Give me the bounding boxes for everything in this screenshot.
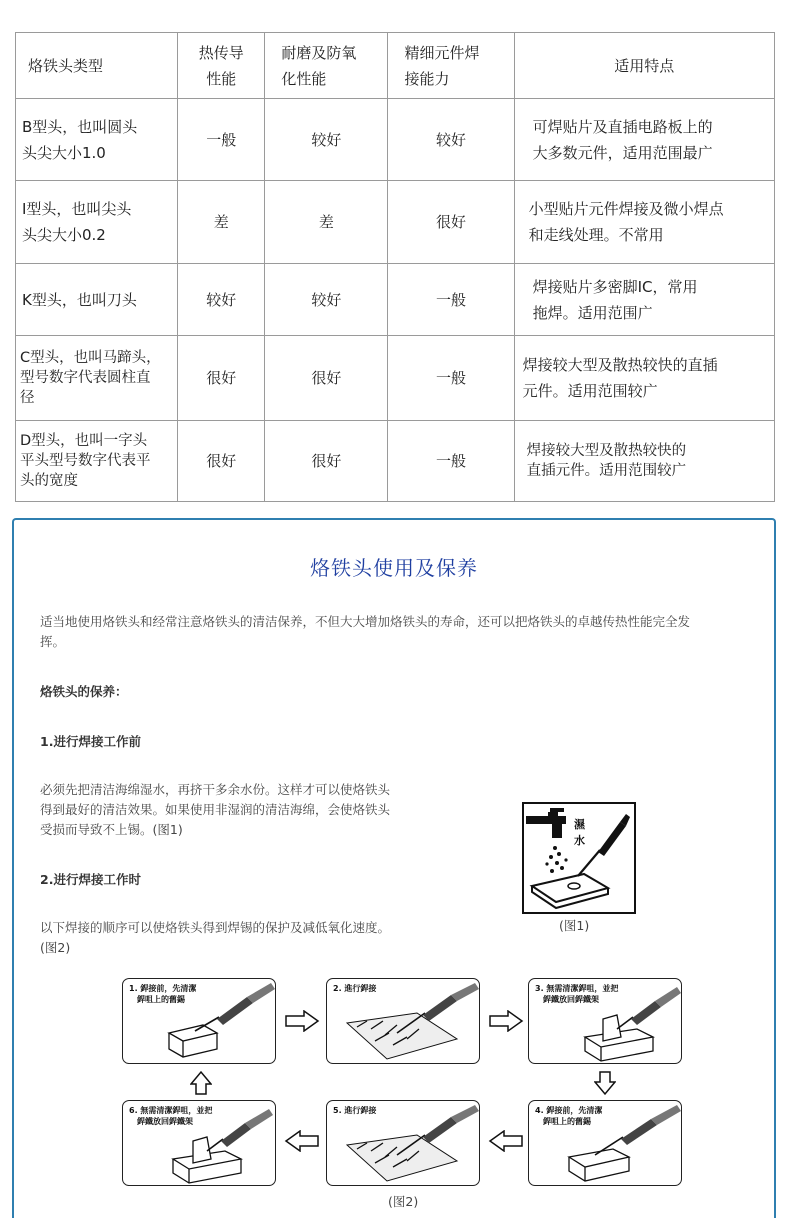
arrow-right-icon xyxy=(284,1010,320,1032)
header-tip-type: 烙铁头类型 xyxy=(16,33,178,99)
wear-cell: 较好 xyxy=(265,99,388,181)
section2-paragraph xyxy=(40,918,460,958)
step-3-box xyxy=(528,978,682,1064)
section1-line: 得到最好的清洁效果。如果使用非湿润的清洁海绵，会使烙铁头 xyxy=(40,802,391,817)
fine-cell: 一般 xyxy=(388,421,514,502)
feature-cell: 焊接较大型及散热较快的 直插元件。适用范围较广 xyxy=(514,421,774,502)
arrow-left-icon xyxy=(284,1130,320,1152)
tip-type-cell: K型头，也叫刀头 xyxy=(16,264,178,336)
tip-type-table-wrapper xyxy=(15,32,775,502)
intro-paragraph xyxy=(40,612,750,652)
step-3-label: 3. 無需清潔銲咀，並把 銲鐵放回銲鐵架 xyxy=(535,984,619,1004)
step-4-box xyxy=(528,1100,682,1186)
heat-cell: 很好 xyxy=(178,336,265,421)
section1-heading: 1.进行焊接工作前 xyxy=(40,734,141,749)
feature-cell: 可焊贴片及直插电路板上的 大多数元件，适用范围最广 xyxy=(514,99,774,181)
wear-cell: 很好 xyxy=(265,336,388,421)
maintenance-guide-panel xyxy=(12,518,776,1218)
step-5-label: 5. 進行銲接 xyxy=(333,1106,377,1115)
section2-heading: 2.进行焊接工作时 xyxy=(40,872,141,887)
figure2-caption: (图2) xyxy=(388,1194,419,1209)
tip-type-cell: C型头，也叫马蹄头， 型号数字代表圆柱直 径 xyxy=(16,336,178,421)
maintenance-heading: 烙铁头的保养： xyxy=(40,684,128,699)
step-4-label: 4. 銲接前，先清潔 銲咀上的舊錫 xyxy=(535,1106,603,1126)
fine-cell: 一般 xyxy=(388,264,514,336)
intro-line: 挥。 xyxy=(40,634,66,649)
header-wear-resistance: 耐磨及防氧 化性能 xyxy=(265,33,388,99)
fig1-label-bottom: 水 xyxy=(574,834,585,847)
section2-line: 以下焊接的顺序可以使烙铁头得到焊锡的保护及减低氧化速度。 xyxy=(40,920,391,935)
arrow-up-icon xyxy=(190,1070,212,1096)
feature-cell: 小型贴片元件焊接及微小焊点 和走线处理。不常用 xyxy=(514,181,774,264)
header-heat-conduction: 热传导 性能 xyxy=(178,33,265,99)
heat-cell: 很好 xyxy=(178,421,265,502)
figure1-caption: (图1) xyxy=(559,918,590,933)
table-row xyxy=(16,421,775,502)
heat-cell: 一般 xyxy=(178,99,265,181)
figure1-wet-sponge-illustration xyxy=(522,802,636,914)
wear-cell: 差 xyxy=(265,181,388,264)
table-row xyxy=(16,336,775,421)
wear-cell: 很好 xyxy=(265,421,388,502)
feature-cell: 焊接较大型及散热较快的直插 元件。适用范围较广 xyxy=(514,336,774,421)
intro-line: 适当地使用烙铁头和经常注意烙铁头的清洁保养，不但大大增加烙铁头的寿命，还可以把烙铁头的卓越传热性能完全发 xyxy=(40,614,691,629)
fine-cell: 很好 xyxy=(388,181,514,264)
tip-type-table xyxy=(15,32,775,502)
tip-type-cell: D型头，也叫一字头 平头型号数字代表平 头的宽度 xyxy=(16,421,178,502)
heat-cell: 较好 xyxy=(178,264,265,336)
table-row xyxy=(16,264,775,336)
step-2-label: 2. 進行銲接 xyxy=(333,984,377,993)
step-5-box xyxy=(326,1100,480,1186)
tip-type-cell: I型头，也叫尖头 头尖大小0.2 xyxy=(16,181,178,264)
arrow-down-icon xyxy=(594,1070,616,1096)
section2-line: (图2) xyxy=(40,940,71,955)
header-features: 适用特点 xyxy=(514,33,774,99)
table-row xyxy=(16,99,775,181)
fine-cell: 一般 xyxy=(388,336,514,421)
step-6-box xyxy=(122,1100,276,1186)
arrow-left-icon xyxy=(488,1130,524,1152)
wear-cell: 较好 xyxy=(265,264,388,336)
header-fine-soldering: 精细元件焊 接能力 xyxy=(388,33,514,99)
feature-cell: 焊接贴片多密脚IC，常用 拖焊。适用范围广 xyxy=(514,264,774,336)
fig1-label-top: 濕 xyxy=(574,818,585,831)
step-2-box xyxy=(326,978,480,1064)
step-1-box xyxy=(122,978,276,1064)
section1-line: 受损而导致不上锡。(图1) xyxy=(40,822,183,837)
tip-type-cell: B型头，也叫圆头 头尖大小1.0 xyxy=(16,99,178,181)
arrow-right-icon xyxy=(488,1010,524,1032)
table-header-row xyxy=(16,33,775,99)
step-6-label: 6. 無需清潔銲咀，並把 銲鐵放回銲鐵架 xyxy=(129,1106,213,1126)
step-1-label: 1. 銲接前，先清潔 銲咀上的舊錫 xyxy=(129,984,197,1004)
fine-cell: 较好 xyxy=(388,99,514,181)
section1-line: 必须先把清洁海绵湿水，再挤干多余水份。这样才可以使烙铁头 xyxy=(40,782,391,797)
heat-cell: 差 xyxy=(178,181,265,264)
table-row xyxy=(16,181,775,264)
section1-paragraph xyxy=(40,780,440,840)
guide-title: 烙铁头使用及保养 xyxy=(310,556,478,580)
